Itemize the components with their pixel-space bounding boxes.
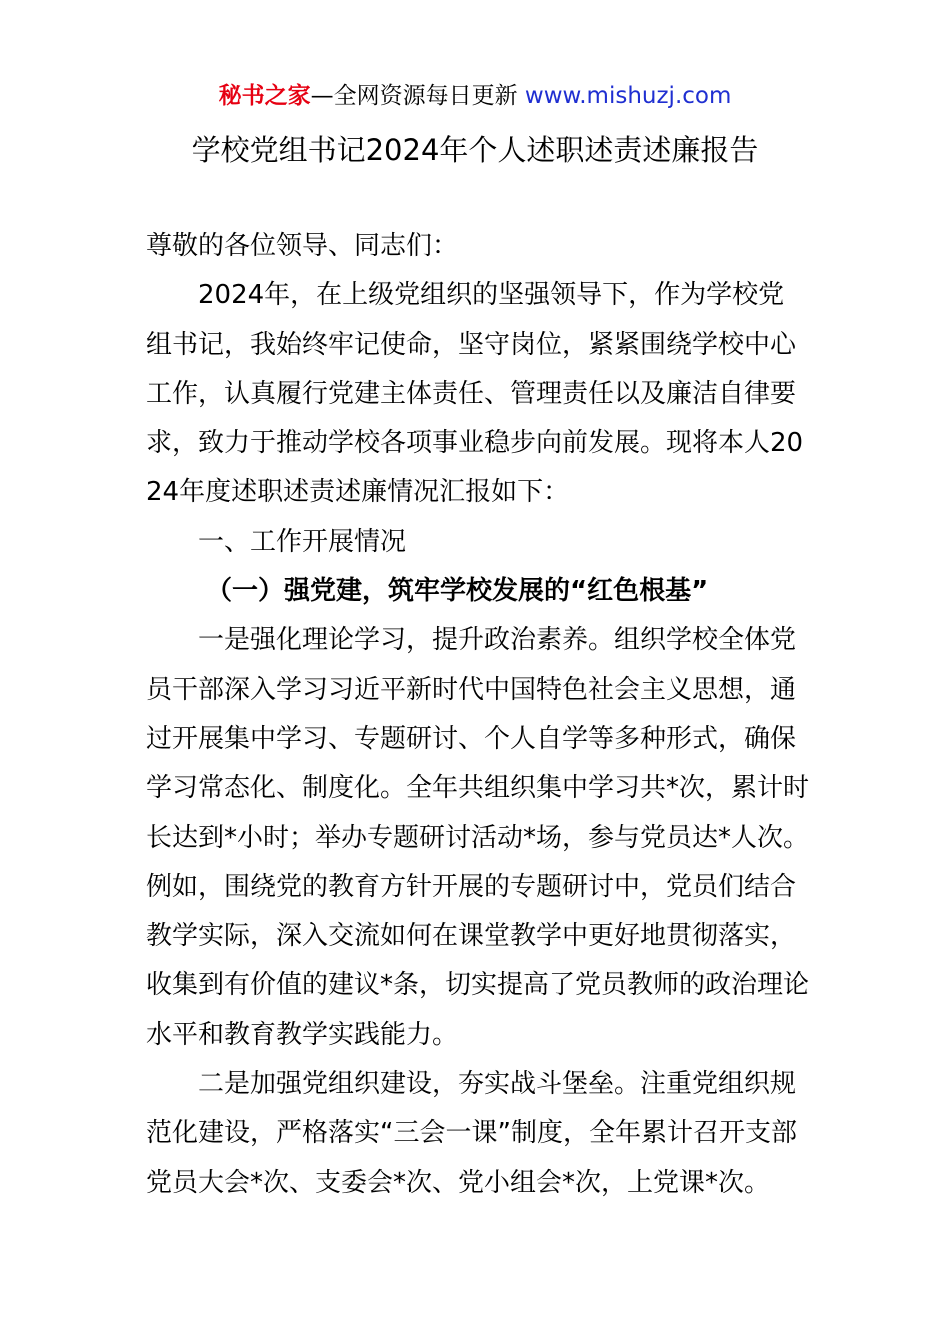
site-tagline: —全网资源每日更新 [310,83,518,109]
site-header [0,80,950,112]
intro-paragraph: 2024年，在上级党组织的坚强领导下，作为学校党组书记，我始终牢记使命，坚守岗位，紧紧围绕学校中心工作，认真履行党建主体责任、管理责任以及廉洁自律要求，致力于推动学校各项事业稳步向前发展。现将本人2024年度述职述责述廉情况汇报如下： [146,280,804,508]
salutation: 尊敬的各位领导、同志们： [146,231,459,261]
site-url-link[interactable]: www.mishuzj.com [524,83,732,109]
document-body [146,222,810,1208]
section-heading: 一、工作开展情况 [198,526,407,557]
body-paragraph: 二是加强党组织建设，夯实战斗堡垒。注重党组织规范化建设，严格落实“三会一课”制度，全年累计召开支部党员大会*次、支委会*次、党小组会*次，上党课*次。 [146,1069,797,1198]
body-paragraph: 一是强化理论学习，提升政治素养。组织学校全体党员干部深入学习习近平新时代中国特色社会主义思想，通过开展集中学习、专题研讨、个人自学等多种形式，确保学习常态化、制度化。全年共组织集中学习共*次，累计时长达到*小时；举办专题研讨活动*场，参与党员达*人次。例如，围绕党的教育方针开展的专题研讨中，党员们结合教学实际，深入交流如何在课堂教学中更好地贯彻落实，收集到有价值的建议*条，切实提高了党员教师的政治理论水平和教育教学实践能力。 [146,625,810,1050]
site-brand: 秘书之家 [218,83,311,109]
subsection-heading: （一）强党建，筑牢学校发展的“红色根基” [206,576,709,607]
document-title: 学校党组书记2024年个人述职述责述廉报告 [191,133,759,167]
